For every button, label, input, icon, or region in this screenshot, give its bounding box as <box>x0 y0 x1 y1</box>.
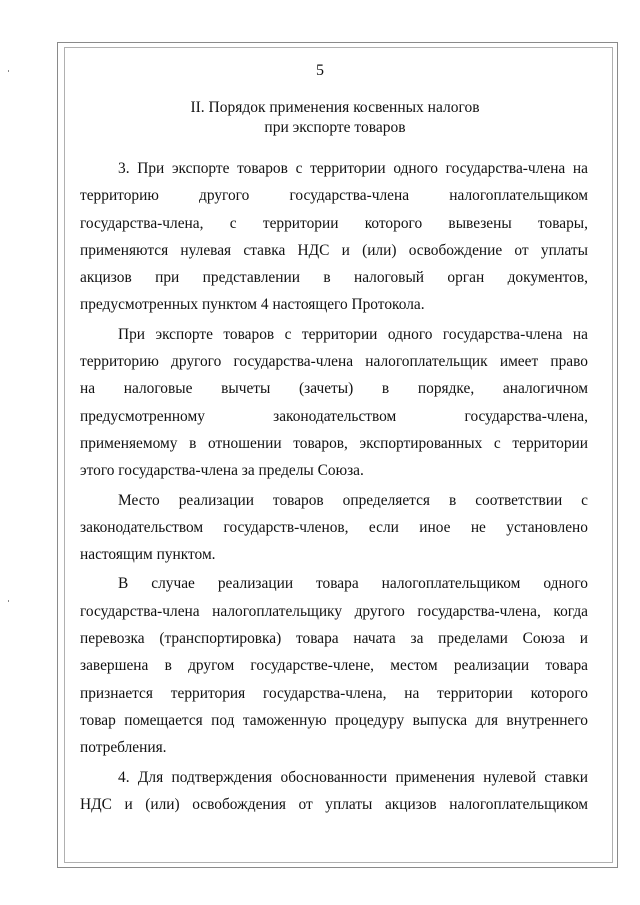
paragraph <box>80 487 588 569</box>
text-line: территорию другого государства-члена налогоплательщик имеет право <box>80 353 588 371</box>
paragraph <box>80 155 588 319</box>
text-line: государства-члена налогоплательщику другого государства-члена, когда <box>80 602 588 620</box>
section-heading <box>80 98 590 138</box>
text-line: на налоговые вычеты (зачеты) в порядке, аналогичном <box>80 380 588 398</box>
text-line: перевозка (транспортировка) товара начата за пределами Союза и <box>80 630 588 648</box>
document-body <box>80 155 588 820</box>
text-line: При экспорте товаров с территории одного государства-члена на <box>118 325 588 343</box>
text-line: завершена в другом государстве-члене, местом реализации товара <box>80 657 588 675</box>
text-line: этого государства-члена за пределы Союза. <box>80 462 364 480</box>
text-line: Место реализации товаров определяется в соответствии с <box>118 491 588 509</box>
text-line: признается территория государства-члена, на территории которого <box>80 684 588 702</box>
text-line: предусмотренных пунктом 4 настоящего Протокола. <box>80 296 425 314</box>
text-line: 3. При экспорте товаров с территории одного государства-члена на <box>118 160 588 177</box>
text-line: применяются нулевая ставка НДС и (или) освобождение от уплаты <box>80 241 588 259</box>
text-line: акцизов при представлении в налоговый орган документов, <box>80 269 588 287</box>
text-line: предусмотренному законодательством государства-члена, <box>80 407 588 425</box>
text-line: применяемому в отношении товаров, экспортированных с территории <box>80 434 588 452</box>
heading-line: при экспорте товаров <box>264 119 406 136</box>
scan-mark <box>8 600 9 602</box>
text-line: 4. Для подтверждения обоснованности применения нулевой ставки <box>118 768 588 786</box>
text-line: настоящим пунктом. <box>80 546 216 564</box>
paragraph <box>80 764 588 819</box>
text-line: законодательством государств-членов, если иное не установлено <box>80 518 588 536</box>
paragraph <box>80 321 588 485</box>
text-line: В случае реализации товара налогоплательщиком одного <box>118 575 588 593</box>
text-line: товар помещается под таможенную процедуру выпуска для внутреннего <box>80 711 588 729</box>
text-line: территорию другого государства-члена налогоплательщиком <box>80 187 588 205</box>
text-line: государства-члена, с территории которого вывезены товары, <box>80 214 588 232</box>
page-number: 5 <box>316 62 324 79</box>
paragraph <box>80 570 588 761</box>
text-line: НДС и (или) освобождения от уплаты акцизов налогоплательщиком <box>80 795 588 813</box>
text-line: потребления. <box>80 739 167 757</box>
heading-line: II. Порядок применения косвенных налогов <box>190 99 480 116</box>
